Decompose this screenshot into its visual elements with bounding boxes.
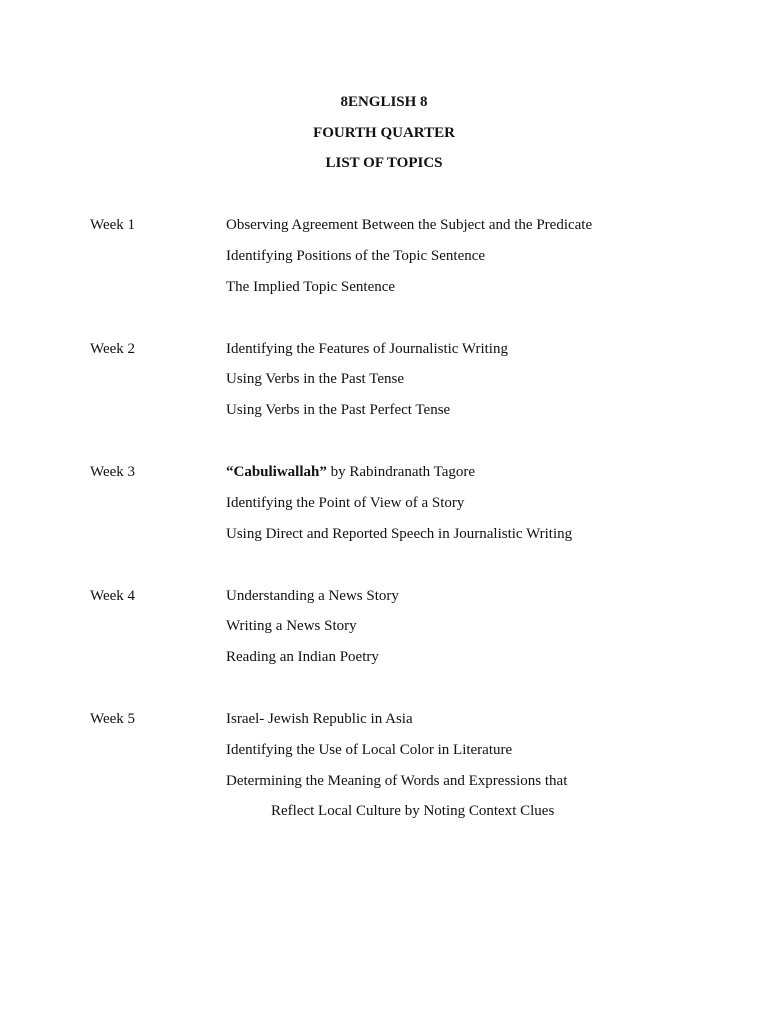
topic-item: Writing a News Story <box>226 618 357 635</box>
topic-list <box>226 586 746 678</box>
topic-item: Identifying Positions of the Topic Sentence <box>226 247 486 264</box>
week-label: Week 4 <box>90 587 136 604</box>
story-title: “Cabuliwallah” <box>226 464 327 480</box>
topic-item: Using Direct and Reported Speech in Journalistic Writing <box>226 525 573 542</box>
topic-item <box>226 462 746 493</box>
week-block-1 <box>0 215 768 339</box>
list-title: LIST OF TOPICS <box>325 155 443 171</box>
topic-item: Understanding a News Story <box>226 587 399 604</box>
topic-item: Using Verbs in the Past Perfect Tense <box>226 402 451 419</box>
topic-item: Reading an Indian Poetry <box>226 649 379 666</box>
week-block-4 <box>0 586 768 710</box>
topic-item: Identifying the Use of Local Color in Literature <box>226 741 513 758</box>
week-label: Week 1 <box>90 217 136 233</box>
topic-list <box>226 709 746 832</box>
document-header <box>0 92 768 184</box>
topic-item: Determining the Meaning of Words and Expressions that <box>226 772 568 789</box>
weeks-list <box>0 215 768 833</box>
quarter-title: FOURTH QUARTER <box>313 124 455 141</box>
week-label: Week 5 <box>90 711 136 727</box>
topic-list <box>226 215 746 307</box>
week-block-2 <box>0 339 768 463</box>
week-block-5 <box>0 709 768 833</box>
topic-list <box>226 339 746 431</box>
topic-item: Observing Agreement Between the Subject and the Predicate <box>226 217 593 233</box>
week-label: Week 2 <box>90 340 136 357</box>
topic-item: The Implied Topic Sentence <box>226 278 396 295</box>
week-label: Week 3 <box>90 464 136 480</box>
topic-item: Israel- Jewish Republic in Asia <box>226 711 413 727</box>
week-block-3 <box>0 462 768 586</box>
topic-item-continuation: Reflect Local Culture by Noting Context Clues <box>271 803 555 820</box>
story-author: by Rabindranath Tagore <box>326 464 476 480</box>
course-title: 8ENGLISH 8 <box>340 94 428 110</box>
topic-item: Using Verbs in the Past Tense <box>226 371 404 388</box>
topic-item: Identifying the Features of Journalistic Writing <box>226 340 508 357</box>
topic-item: Identifying the Point of View of a Story <box>226 494 465 511</box>
topic-list <box>226 462 746 554</box>
